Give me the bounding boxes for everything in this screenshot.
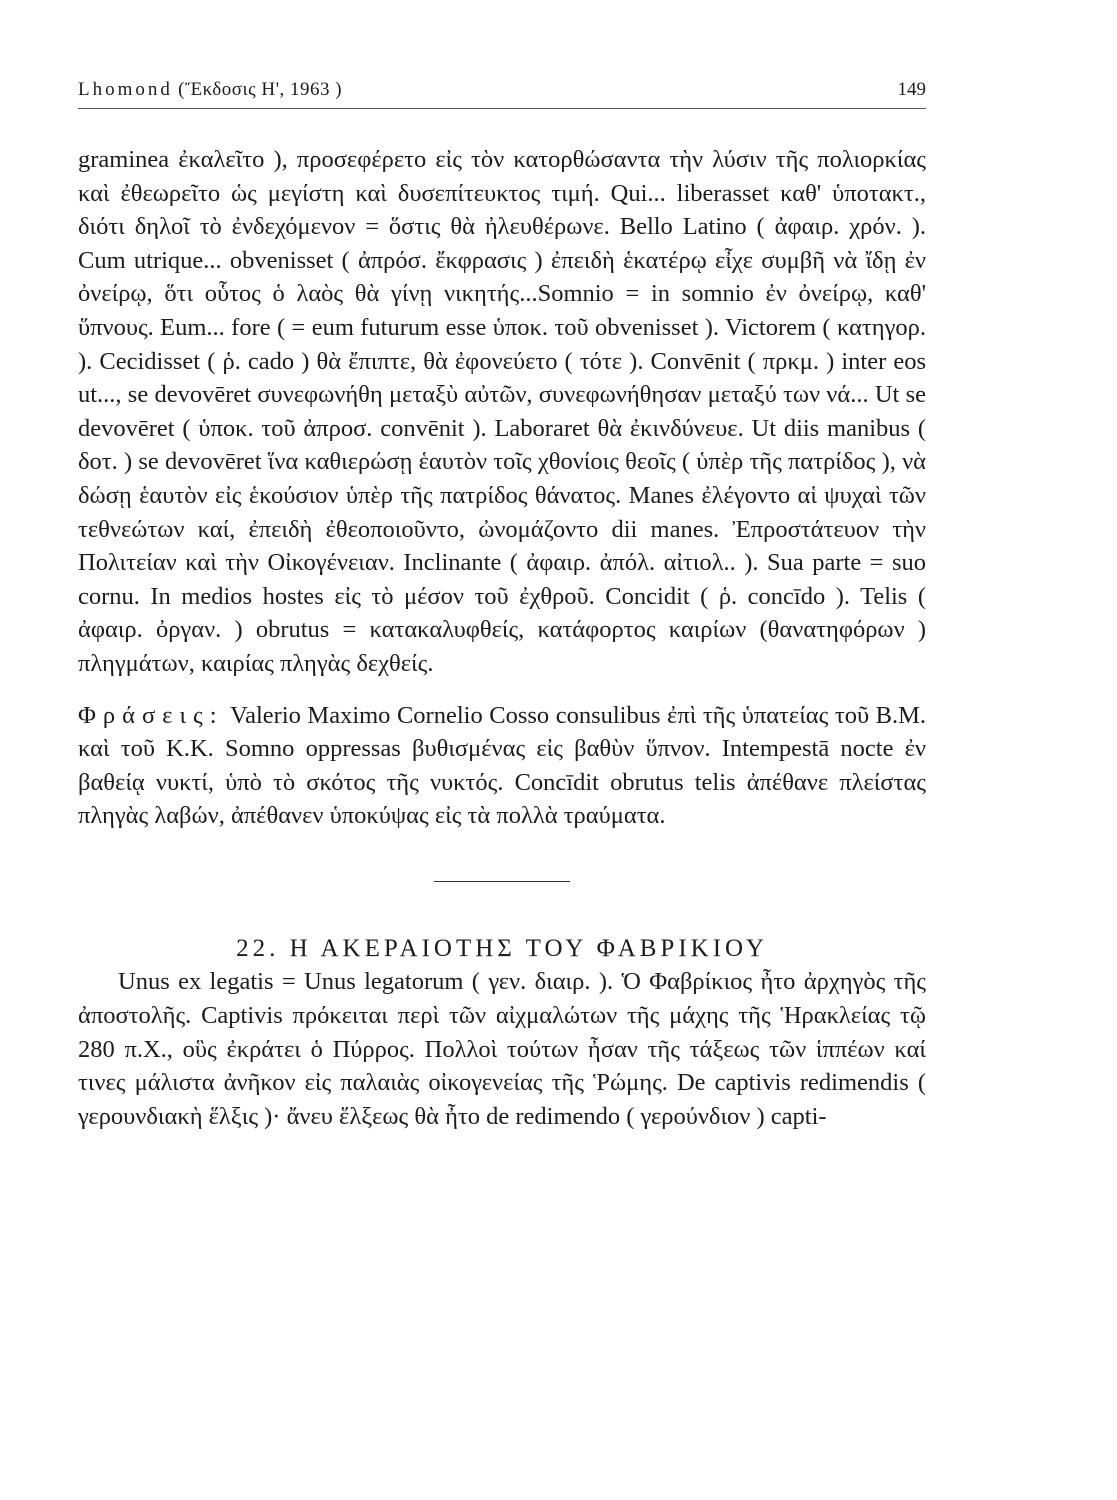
- section-paragraph: Unus ex legatis = Unus legatorum ( γεν. διαιρ. ). Ὁ Φαβρίκιος ἦτο ἀρχηγὸς τῆς ἀποστολῆς. Captivis πρόκειται περὶ τῶν αἰχμαλώτων τῆς μάχης τῆς Ἡρακλείας τῷ 280 π.Χ., οὓς ἐκράτει ὁ Πύρρος. Πολλοὶ τούτων ἦσαν τῆς τάξεως τῶν ἱππέων καί τινες μάλιστα ἀνῆκον εἰς παλαιὰς οἰκογενείας τῆς Ῥώμης. De captivis redimendis ( γερουνδιακὴ ἕλξις )· ἄνευ ἕλξεως θὰ ἦτο de redimendo ( γερούνδιον ) capti-: [78, 968, 926, 1130]
- running-title: [78, 78, 342, 102]
- running-head: [78, 78, 926, 109]
- edition-info: (Ἔκδοσις Η', 1963 ): [178, 79, 343, 100]
- document-page: [78, 78, 926, 1133]
- page-number: 149: [897, 79, 926, 100]
- commentary-paragraph: graminea ἐκαλεῖτο ), προσεφέρετο εἰς τὸν κατορθώσαντα τὴν λύσιν τῆς πολιορκίας καὶ ἐθεωρεῖτο ὡς μεγίστη καὶ δυσεπίτευκτος τιμή. Qui... liberasset καθ' ὑποτακτ., διότι δηλοῖ τὸ ἐνδεχόμενον = ὅστις θὰ ἠλευθέρωνε. Bello Latino ( ἀφαιρ. χρόν. ). Cum utrique... obvenisset ( ἀπρόσ. ἔκφρασις ) ἐπειδὴ ἑκατέρῳ εἶχε συμβῆ νὰ ἴδῃ ἐν ὀνείρῳ, ὅτι οὗτος ὁ λαὸς θὰ γίνῃ νικητής...Somnio = in somnio ἐν ὀνείρῳ, καθ' ὕπνους. Eum... fore ( = eum futurum esse ὑποκ. τοῦ obvenisset ). Victorem ( κατηγορ. ). Cecidisset ( ῥ. cado ) θὰ ἔπιπτε, θὰ ἐφονεύετο ( τότε ). Convēnit ( πρκμ. ) inter eos ut..., se devovēret συνεφωνήθη μεταξὺ αὐτῶν, συνεφωνήθησαν μεταξύ των νά... Ut se devovēret ( ὑποκ. τοῦ ἀπροσ. convēnit ). Laboraret θὰ ἐκινδύνευε. Ut diis manibus ( δοτ. ) se devovēret ἵνα καθιερώσῃ ἑαυτὸν τοῖς χθονίοις θεοῖς ( ὑπὲρ τῆς πατρίδος ), νὰ δώσῃ ἑαυτὸν εἰς ἑκούσιον ὑπὲρ τῆς πατρίδος θάνατος. Manes ἐλέγοντο αἱ ψυχαὶ τῶν τεθνεώτων καί, ἐπειδὴ ἐθεοποιοῦντο, ὠνομάζοντο dii manes. Ἐπροστάτευον τὴν Πολιτείαν καὶ τὴν Οἰκογένειαν. Inclinante ( ἀφαιρ. ἀπόλ. αἰτιολ.. ). Sua parte = suo cornu. In medios hostes εἰς τὸ μέσον τοῦ ἐχθροῦ. Concidit ( ῥ. concīdo ). Telis ( ἀφαιρ. ὀργαν. ) obrutus = κατακαλυφθείς, κατάφορτος καιρίων (θανατηφόρων ) πληγμάτων, καιρίας πληγὰς δεχθείς.: [78, 146, 926, 677]
- section-divider: [434, 881, 570, 882]
- author-name: Lhomond: [78, 79, 173, 100]
- phrases-label: Φράσεις:: [78, 701, 224, 729]
- phrases-paragraph: [78, 699, 926, 833]
- phrases-text: Valerio Maximo Cornelio Cosso consulibus ἐπὶ τῆς ὑπατείας τοῦ B.M. καὶ τοῦ K.K. Somno oppressas βυθισμένας εἰς βαθὺν ὕπνον. Intempestā nocte ἐν βαθείᾳ νυκτί, ὑπὸ τὸ σκότος τῆς νυκτός. Concīdit obrutus telis ἀπέθανε πλείστας πληγὰς λαβών, ἀπέθανεν ὑποκύψας εἰς τὰ πολλὰ τραύματα.: [78, 701, 926, 830]
- section-heading: 22. Η ΑΚΕΡΑΙΟΤΗΣ ΤΟΥ ΦΑΒΡΙΚΙΟΥ: [236, 934, 768, 962]
- body-text: [78, 143, 926, 1133]
